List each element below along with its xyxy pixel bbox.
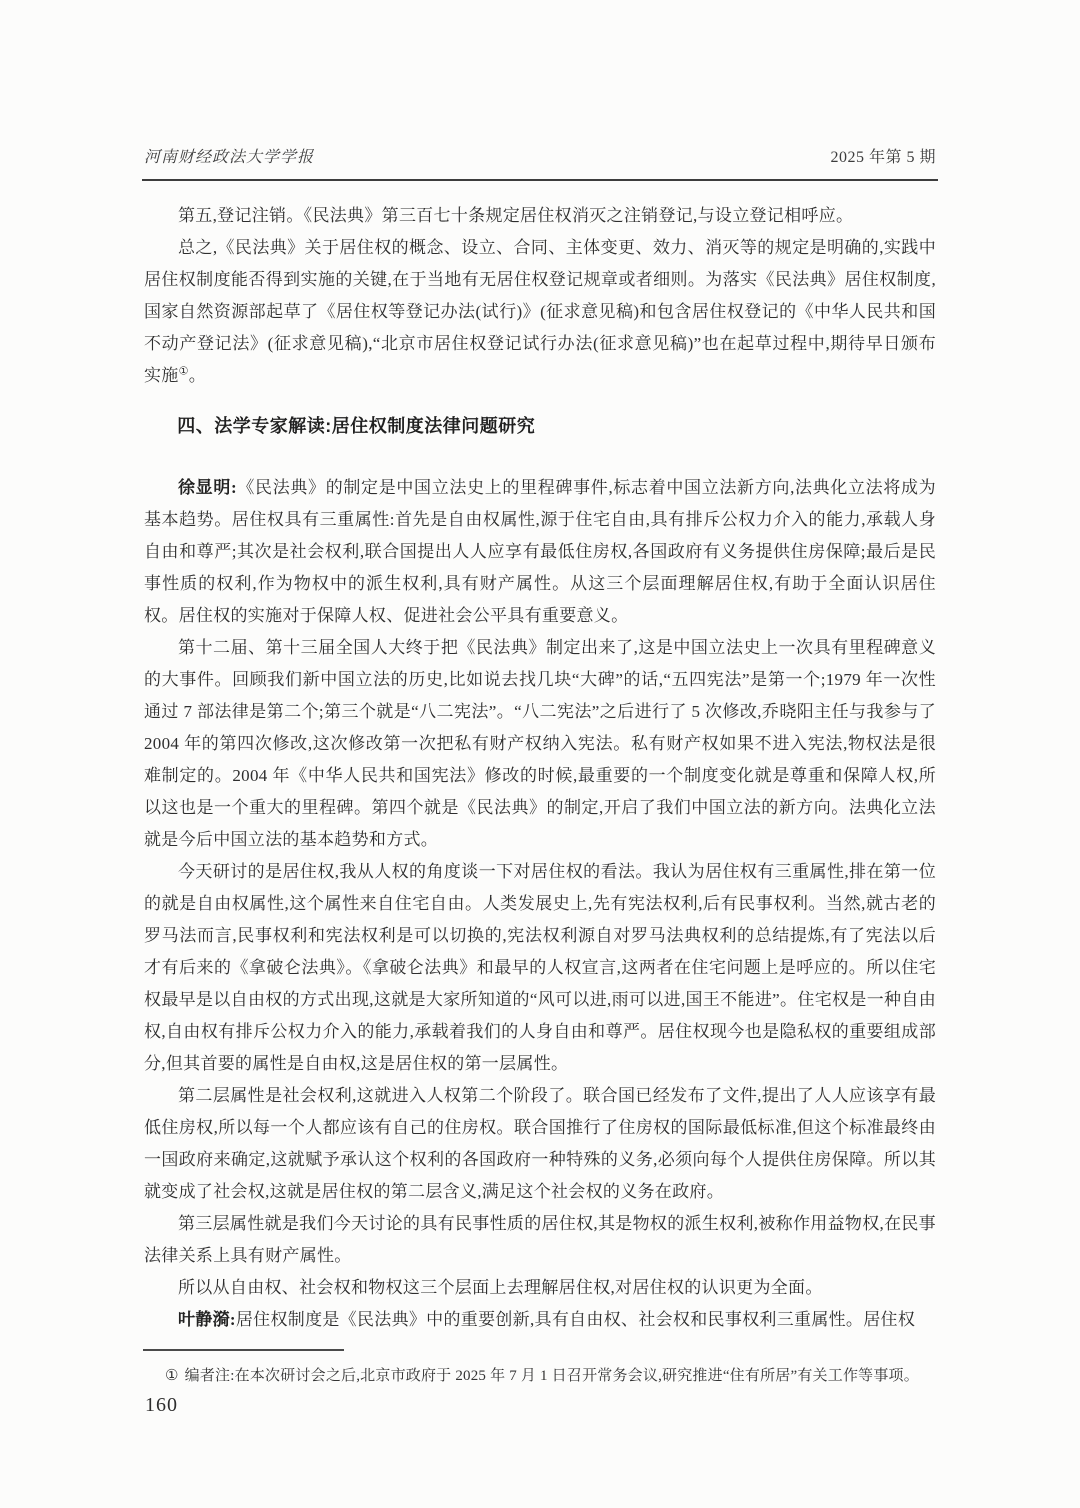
footnote-divider bbox=[143, 1349, 344, 1351]
paragraph-summary bbox=[144, 232, 936, 392]
paragraph-text: 第三层属性就是我们今天讨论的具有民事性质的居住权,其是物权的派生权利,被称作用益物权,在民事法律关系上具有财产属性。 bbox=[144, 1214, 936, 1265]
footnote-text: 编者注:在本次研讨会之后,北京市政府于 2025 年 7 月 1 日召开常务会议,研究推进“住有所居”有关工作等事项。 bbox=[184, 1368, 919, 1384]
paragraph-freedom-attribute bbox=[144, 856, 936, 1080]
paragraph-text: 第二层属性是社会权利,这就进入人权第二个阶段了。联合国已经发布了文件,提出了人人应该享有最低住房权,所以每一个人都应该有自己的住房权。联合国推行了住房权的国际最低标准,但这个标准最终由一国政府来确定,这就赋予承认这个权利的各国政府一种特殊的义务,必须向每个人提供住房保障。所以其就变成了社会权,这就是居住权的第二层含义,满足这个社会权的义务在政府。 bbox=[144, 1086, 936, 1201]
footnote-marker: ① bbox=[165, 1368, 179, 1384]
speaker-name: 叶静漪: bbox=[178, 1310, 236, 1329]
paragraph-text: 总之,《民法典》关于居住权的概念、设立、合同、主体变更、效力、消灭等的规定是明确的,实践中居住权制度能否得到实施的关键,在于当地有无居住权登记规章或者细则。为落实《民法典》居住权制度,国家自然资源部起草了《居住权等登记办法(试行)》(征求意见稿)和包含居住权登记的《中华人民共和国不动产登记法》(征求意见稿),“北京市居住权登记试行办法(征求意见稿)”也在起草过程中,期待早日颁布实施 bbox=[144, 238, 936, 385]
paragraph-text: 第十二届、第十三届全国人大终于把《民法典》制定出来了,这是中国立法史上一次具有里程碑意义的大事件。回顾我们新中国立法的历史,比如说去找几块“大碑”的话,“五四宪法”是第一个;1979 年一次性通过 7 部法律是第二个;第三个就是“八二宪法”。“八二宪法”之后进行了 5 次修改,乔晓阳主任与我参与了 2004 年的第四次修改,这次修改第一次把私有财产权纳入宪法。私有财产权如果不进入宪法,物权法是很难制定的。2004 年《中华人民共和国宪法》修改的时候,最重要的一个制度变化就是尊重和保障人权,所以这也是一个重大的里程碑。第四个就是《民法典》的制定,开启了我们中国立法的新方向。法典化立法就是今后中国立法的基本趋势和方式。 bbox=[144, 638, 936, 849]
paragraph-text: 所以从自由权、社会权和物权这三个层面上去理解居住权,对居住权的认识更为全面。 bbox=[178, 1278, 823, 1297]
paragraph-legislation-history bbox=[144, 632, 936, 856]
paragraph-text: 《民法典》的制定是中国立法史上的里程碑事件,标志着中国立法新方向,法典化立法将成为基本趋势。居住权具有三重属性:首先是自由权属性,源于住宅自由,具有排斥公权力介入的能力,承载人身自由和尊严;其次是社会权利,联合国提出人人应享有最低住房权,各国政府有义务提供住房保障;最后是民事性质的权利,作为物权中的派生权利,具有财产属性。从这三个层面理解居住权,有助于全面认识居住权。居住权的实施对于保障人权、促进社会公平具有重要意义。 bbox=[144, 478, 936, 625]
paragraph-ye-jingyi bbox=[144, 1304, 936, 1336]
paragraph-text: 第五,登记注销。《民法典》第三百七十条规定居住权消灭之注销登记,与设立登记相呼应。 bbox=[178, 206, 854, 225]
paragraph-xu-xianming bbox=[144, 472, 936, 632]
page-body bbox=[144, 200, 936, 1336]
paragraph-text: 今天研讨的是居住权,我从人权的角度谈一下对居住权的看法。我认为居住权有三重属性,排在第一位的就是自由权属性,这个属性来自住宅自由。人类发展史上,先有宪法权利,后有民事权利。当然,就古老的罗马法而言,民事权利和宪法权利是可以切换的,宪法权利源自对罗马法典权利的总结提炼,有了宪法以后才有后来的《拿破仑法典》。《拿破仑法典》和最早的人权宣言,这两者在住宅问题上是呼应的。所以住宅权最早是以自由权的方式出现,这就是大家所知道的“风可以进,雨可以进,国王不能进”。住宅权是一种自由权,自由权有排斥公权力介入的能力,承载着我们的人身自由和尊严。居住权现今也是隐私权的重要组成部分,但其首要的属性是自由权,这是居住权的第一层属性。 bbox=[144, 862, 936, 1073]
paragraph-three-levels-summary bbox=[144, 1272, 936, 1304]
speaker-name: 徐显明: bbox=[178, 478, 237, 497]
header-rule bbox=[142, 179, 938, 181]
running-head bbox=[144, 144, 936, 167]
footnote-ref-marker: ① bbox=[178, 365, 189, 378]
paragraph-text: 居住权制度是《民法典》中的重要创新,具有自由权、社会权和民事权利三重属性。居住权 bbox=[235, 1310, 916, 1329]
paragraph-social-right bbox=[144, 1080, 936, 1208]
journal-title: 河南财经政法大学学报 bbox=[144, 149, 315, 166]
issue-label: 2025 年第 5 期 bbox=[830, 149, 936, 166]
footnote bbox=[144, 1363, 936, 1389]
paragraph-civil-right bbox=[144, 1208, 936, 1272]
page-number: 160 bbox=[145, 1394, 178, 1416]
paragraph-text-tail: 。 bbox=[188, 366, 207, 385]
section-heading: 四、法学专家解读:居住权制度法律问题研究 bbox=[177, 416, 536, 436]
paragraph-registration-cancel bbox=[144, 200, 936, 232]
